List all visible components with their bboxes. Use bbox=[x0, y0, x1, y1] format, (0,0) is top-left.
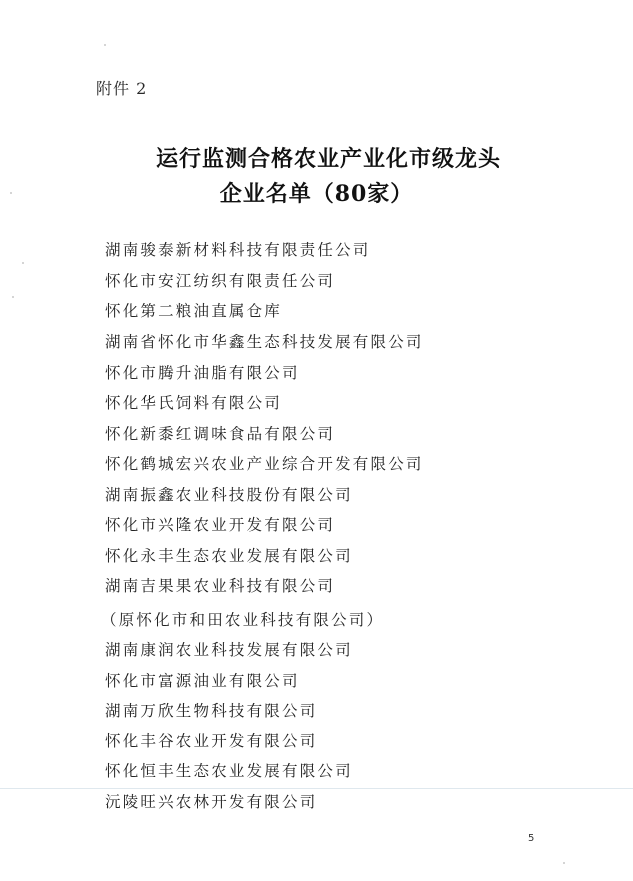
company-item: 湖南振鑫农业科技股份有限公司 bbox=[105, 486, 353, 504]
company-item: 湖南省怀化市华鑫生态科技发展有限公司 bbox=[105, 333, 424, 351]
company-item: 怀化恒丰生态农业发展有限公司 bbox=[105, 762, 353, 780]
attachment-label: 附件 2 bbox=[96, 79, 148, 98]
company-item: 怀化市安江纺织有限责任公司 bbox=[105, 272, 336, 290]
company-item: 湖南吉果果农业科技有限公司 bbox=[105, 577, 336, 595]
company-item: 湖南万欣生物科技有限公司 bbox=[105, 702, 318, 720]
company-item: 怀化市富源油业有限公司 bbox=[105, 672, 300, 690]
scan-speck bbox=[12, 296, 14, 298]
company-item: 沅陵旺兴农林开发有限公司 bbox=[105, 793, 318, 811]
document-title-line-1: 运行监测合格农业产业化市级龙头 bbox=[155, 146, 501, 172]
scan-speck bbox=[22, 262, 24, 264]
company-item: 怀化第二粮油直属仓库 bbox=[105, 302, 283, 320]
document-title-line-2: 企业名单（80家） bbox=[219, 181, 414, 207]
company-item: 怀化市腾升油脂有限公司 bbox=[105, 364, 300, 382]
company-item: 怀化市兴隆农业开发有限公司 bbox=[105, 516, 336, 534]
company-item: 湖南康润农业科技发展有限公司 bbox=[105, 641, 353, 659]
scan-line bbox=[0, 788, 633, 789]
company-item-note: （原怀化市和田农业科技有限公司） bbox=[101, 611, 385, 629]
company-item: 怀化鹤城宏兴农业产业综合开发有限公司 bbox=[105, 455, 424, 473]
company-item: 怀化新黍红调味食品有限公司 bbox=[105, 425, 336, 443]
company-item: 怀化永丰生态农业发展有限公司 bbox=[105, 547, 353, 565]
scan-speck bbox=[563, 862, 565, 864]
scan-speck bbox=[10, 192, 12, 194]
company-item: 湖南骏泰新材料科技有限责任公司 bbox=[105, 241, 371, 259]
company-item: 怀化丰谷农业开发有限公司 bbox=[105, 732, 318, 750]
page-number: 5 bbox=[528, 833, 535, 844]
scan-speck bbox=[104, 44, 106, 46]
company-item: 怀化华氏饲料有限公司 bbox=[105, 394, 283, 412]
